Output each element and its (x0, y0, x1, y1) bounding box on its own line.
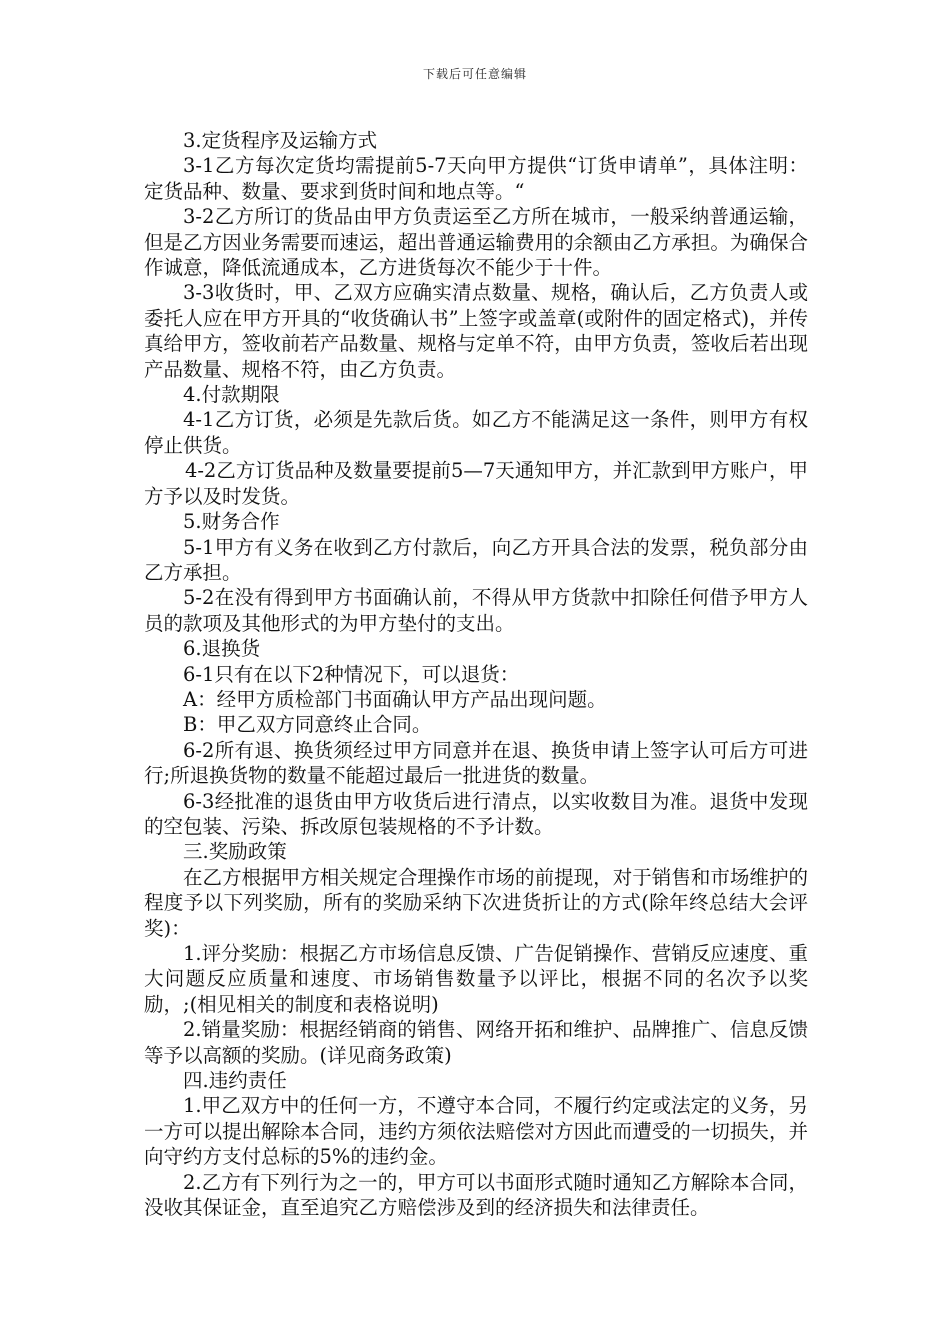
clause-3-3: 3-3收货时，甲、乙双方应确实清点数量、规格，确认后，乙方负责人或委托人应在甲方开具的“收货确认书”上签字或盖章(或附件的固定格式)，并传真给甲方，签收前若产品数量、规格与定单不符，由甲方负责，签收后若出现产品数量、规格不符，由乙方负责。 (144, 281, 808, 381)
clause-4-2: 4-2乙方订货品种及数量要提前5—7天通知甲方，并汇款到甲方账户，甲方予以及时发货。 (144, 459, 808, 508)
section-heading-returns: 6.退换货 (183, 637, 261, 661)
rewards-intro: 在乙方根据甲方相关规定合理操作市场的前提现，对于销售和市场维护的程度予以下列奖励，所有的奖励采纳下次进货折让的方式(除年终总结大会评奖)： (144, 865, 808, 940)
clause-6-1-b: B：甲乙双方同意终止合同。 (183, 713, 432, 737)
section-heading-ordering: 3.定货程序及运输方式 (183, 129, 378, 152)
clause-6-1-a: A：经甲方质检部门书面确认甲方产品出现问题。 (183, 687, 607, 711)
section-heading-payment: 4.付款期限 (183, 383, 280, 407)
clause-3-1: 3-1乙方每次定货均需提前5-7天向甲方提供“订货申请单”，具体注明：定货品种、数量、要求到货时间和地点等。“ (144, 154, 808, 203)
clause-5-1: 5-1甲方有义务在收到乙方付款后，向乙方开具合法的发票，税负部分由乙方承担。 (144, 535, 808, 584)
section-heading-rewards: 三.奖励政策 (183, 840, 287, 864)
reward-sales-volume: 2.销量奖励：根据经销商的销售、网络开拓和维护、品牌推广、信息反馈等予以高额的奖励。(详见商务政策) (144, 1018, 808, 1067)
contract-body (144, 128, 808, 1220)
page-header-note: 下载后可任意编辑 (422, 67, 527, 81)
clause-5-2: 5-2在没有得到甲方书面确认前，不得从甲方货款中扣除任何借予甲方人员的款项及其他形式的为甲方垫付的支出。 (144, 586, 808, 635)
section-heading-finance: 5.财务合作 (183, 510, 280, 534)
clause-6-2: 6-2所有退、换货须经过甲方同意并在退、换货申请上签字认可后方可进行;所退换货物的数量不能超过最后一批进货的数量。 (144, 738, 808, 788)
liability-clause-1: 1.甲乙双方中的任何一方，不遵守本合同，不履行约定或法定的义务，另一方可以提出解除本合同，违约方须依法赔偿对方因此而遭受的一切损失，并向守约方支付总标的5%的违约金。 (144, 1094, 808, 1169)
clause-3-2: 3-2乙方所订的货品由甲方负责运至乙方所在城市，一般采纳普通运输，但是乙方因业务需要而速运，超出普通运输费用的余额由乙方承担。为确保合作诚意，降低流通成本，乙方进货每次不能少于十件。 (144, 205, 808, 280)
clause-6-1: 6-1只有在以下2种情况下，可以退货： (183, 662, 520, 686)
section-heading-liability: 四.违约责任 (183, 1069, 287, 1093)
liability-clause-2: 2.乙方有下列行为之一的，甲方可以书面形式随时通知乙方解除本合同，没收其保证金，直至追究乙方赔偿涉及到的经济损失和法律责任。 (144, 1170, 808, 1220)
clause-4-1: 4-1乙方订货，必须是先款后货。如乙方不能满足这一条件，则甲方有权停止供货。 (144, 408, 808, 457)
reward-scoring: 1.评分奖励：根据乙方市场信息反馈、广告促销操作、营销反应速度、重大问题反应质量和速度、市场销售数量予以评比，根据不同的名次予以奖励，;(相见相关的制度和表格说明) (144, 942, 808, 1016)
clause-6-3: 6-3经批准的退货由甲方收货后进行清点，以实收数目为准。退货中发现的空包装、污染、拆改原包装规格的不予计数。 (144, 789, 808, 838)
